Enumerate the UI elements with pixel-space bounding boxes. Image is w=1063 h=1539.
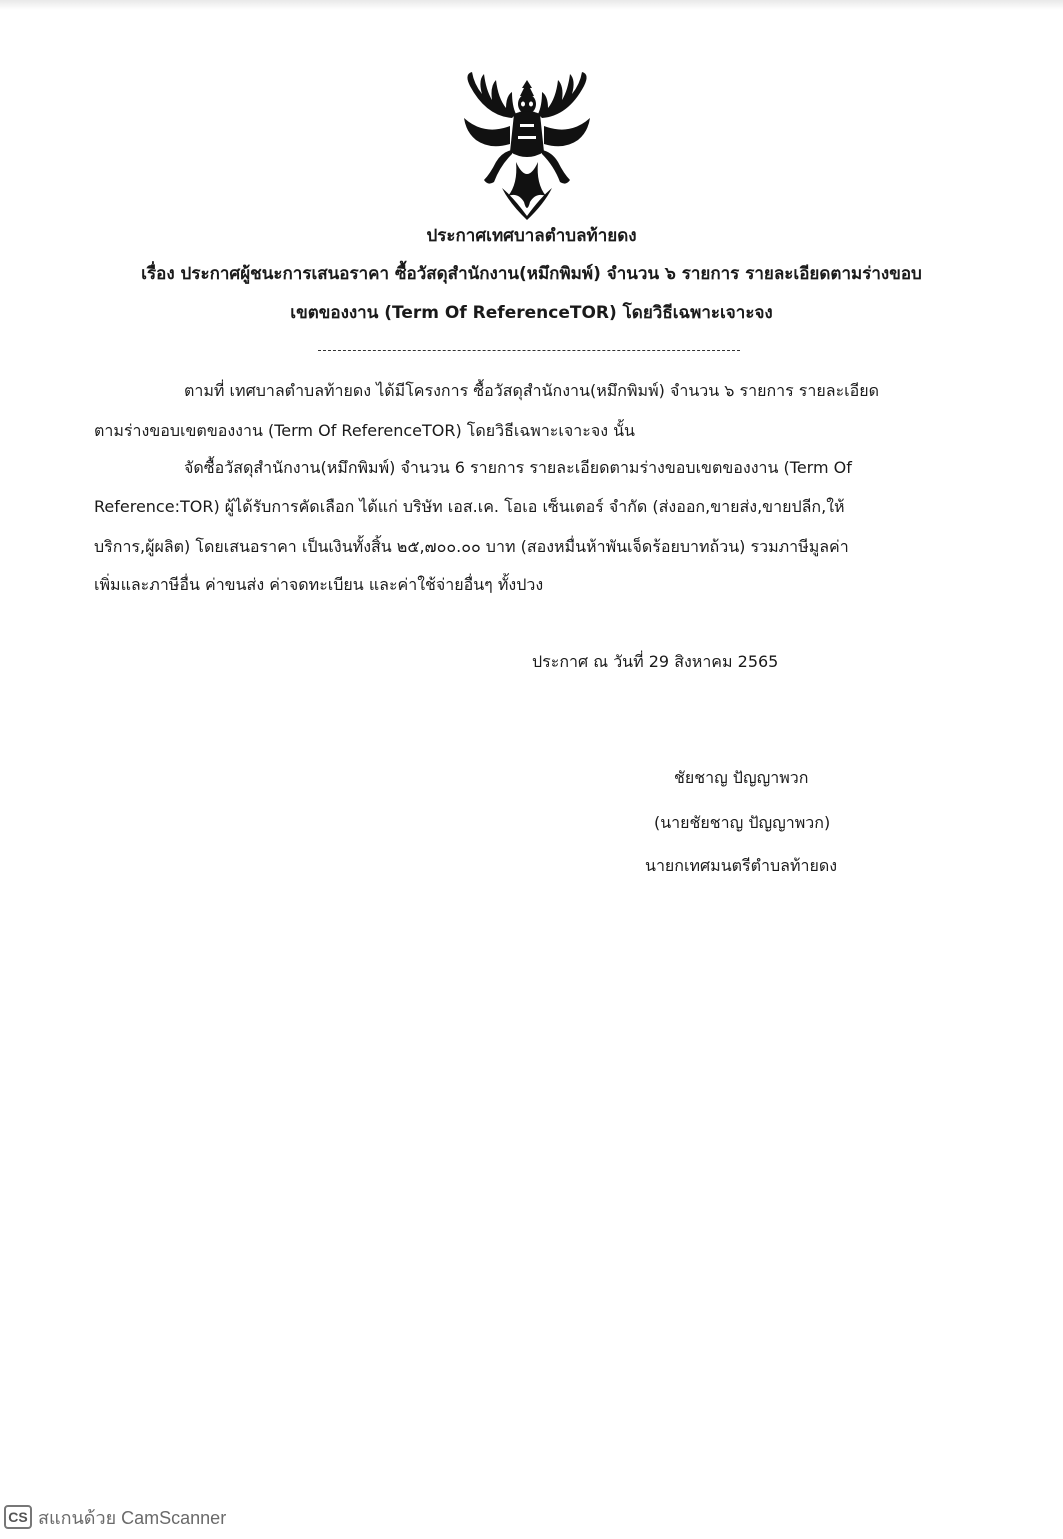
paragraph-1-line-1: ตามที่ เทศบาลตำบลท้ายดง ได้มีโครงการ ซื้อวัสดุสำนักงาน(หมึกพิมพ์) จำนวน ๖ รายการ รายละเอียด	[184, 381, 879, 400]
camscanner-logo: CS	[4, 1505, 32, 1529]
garuda-emblem-icon	[456, 66, 598, 220]
signature: ชัยชาญ ปัญญาพวก	[674, 768, 809, 787]
signatory-position: นายกเทศมนตรีตำบลท้ายดง	[645, 856, 838, 875]
paragraph-1-line-2: ตามร่างขอบเขตของงาน (Term Of ReferenceTOR) โดยวิธีเฉพาะเจาะจง นั้น	[94, 421, 635, 440]
camscanner-watermark	[4, 1503, 226, 1531]
watermark-text: สแกนด้วย CamScanner	[38, 1507, 227, 1528]
subject-line-1: เรื่อง ประกาศผู้ชนะการเสนอราคา ซื้อวัสดุสำนักงาน(หมึกพิมพ์) จำนวน ๖ รายการ รายละเอียดตามร่างขอบ	[141, 264, 922, 284]
scan-edge	[0, 0, 1063, 10]
divider	[318, 350, 740, 351]
document-title: ประกาศเทศบาลตำบลท้ายดง	[426, 226, 637, 246]
paragraph-2-line-2: Reference:TOR) ผู้ได้รับการคัดเลือก ได้แก่ บริษัท เอส.เค. โอเอ เซ็นเตอร์ จำกัด (ส่งออก,ขายส่ง,ขายปลีก,ให้	[94, 497, 845, 516]
subject-line-2: เขตของงาน (Term Of ReferenceTOR) โดยวิธีเฉพาะเจาะจง	[290, 303, 773, 323]
paragraph-2-line-4: เพิ่มและภาษีอื่น ค่าขนส่ง ค่าจดทะเบียน และค่าใช้จ่ายอื่นๆ ทั้งปวง	[94, 575, 544, 594]
paragraph-2-line-3: บริการ,ผู้ผลิต) โดยเสนอราคา เป็นเงินทั้งสิ้น ๒๕,๗๐๐.๐๐ บาท (สองหมื่นห้าพันเจ็ดร้อยบาทถ้วน) รวมภาษีมูลค่า	[94, 537, 849, 556]
announcement-date: ประกาศ ณ วันที่ 29 สิงหาคม 2565	[532, 652, 779, 671]
paragraph-2-line-1: จัดซื้อวัสดุสำนักงาน(หมึกพิมพ์) จำนวน 6 รายการ รายละเอียดตามร่างขอบเขตของงาน (Term Of	[184, 458, 852, 477]
signatory-printed-name: (นายชัยชาญ ปัญญาพวก)	[654, 813, 831, 832]
